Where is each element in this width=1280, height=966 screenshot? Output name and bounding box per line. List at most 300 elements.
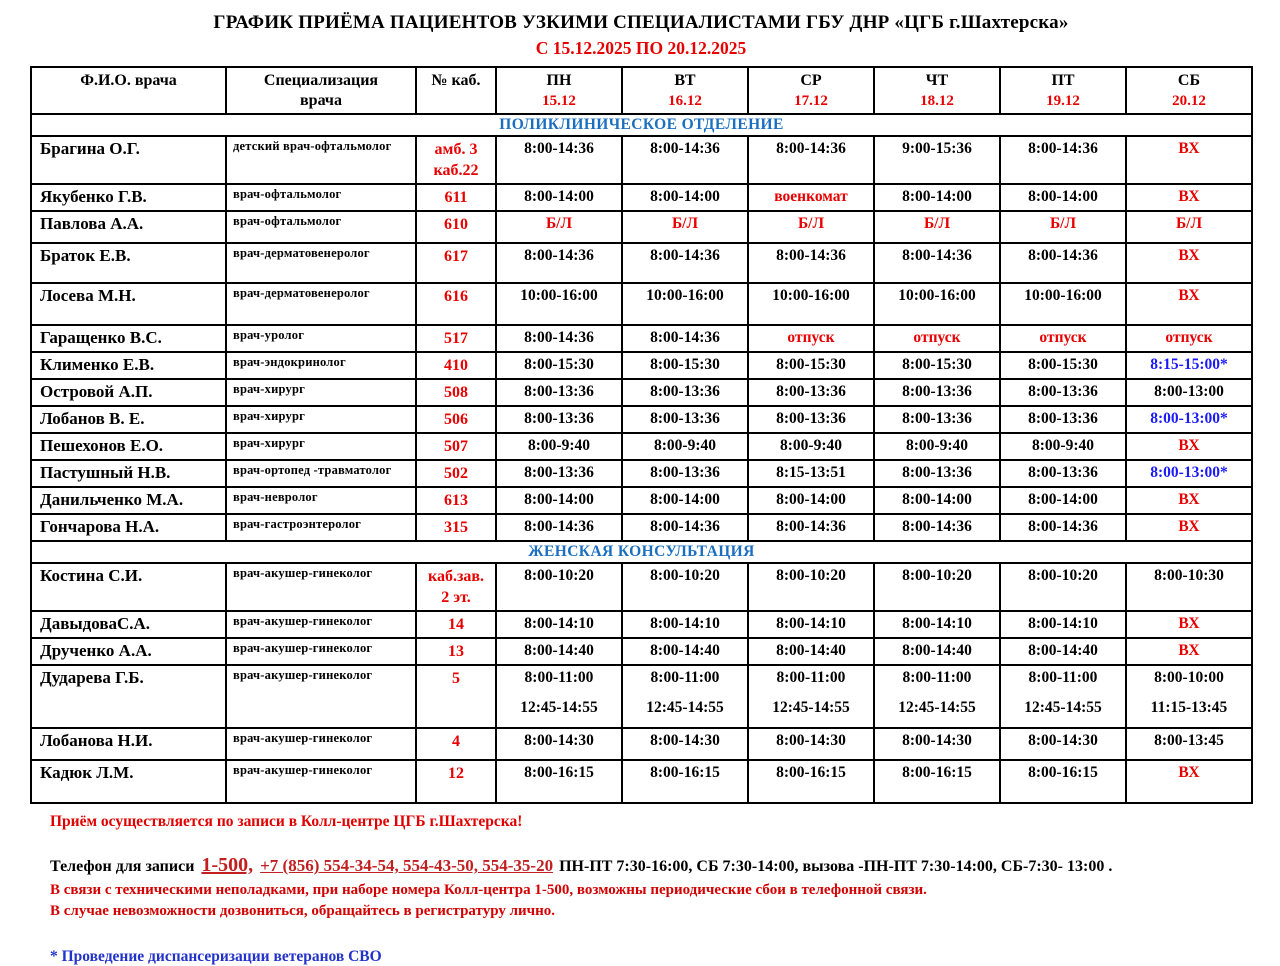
- doctor-specialization: врач-дерматовенеролог: [226, 283, 416, 325]
- time-line: 8:00-14:36: [650, 247, 720, 264]
- schedule-cell: [874, 136, 1000, 184]
- time-line: отпуск: [1039, 329, 1087, 346]
- doctor-row: [31, 760, 1252, 803]
- column-header-day-7: [1000, 67, 1126, 114]
- time-line: Б/Л: [923, 215, 951, 232]
- room-number: [416, 136, 496, 184]
- doctor-specialization: врач-дерматовенеролог: [226, 243, 416, 283]
- time-line: 8:00-14:36: [1028, 247, 1098, 264]
- time-line: ВХ: [1178, 491, 1200, 508]
- schedule-cell: [874, 325, 1000, 352]
- schedule-cell: [748, 563, 874, 611]
- doctor-row: [31, 283, 1252, 325]
- room-number: [416, 728, 496, 760]
- room-number: [416, 379, 496, 406]
- schedule-cell: [748, 728, 874, 760]
- time-line: 8:00-14:00: [902, 491, 972, 508]
- day-label: ПТ: [1051, 72, 1075, 89]
- time-line: 8:00-10:20: [776, 567, 846, 584]
- time-line: 8:00-16:15: [1028, 764, 1098, 781]
- time-line: отпуск: [787, 329, 835, 346]
- schedule-cell: [1000, 211, 1126, 243]
- schedule-cell: [874, 184, 1000, 211]
- schedule-cell: [1126, 211, 1252, 243]
- room-number: [416, 184, 496, 211]
- date-label: 16.12: [668, 93, 702, 109]
- doctor-specialization: врач-уролог: [226, 325, 416, 352]
- time-line: 8:00-16:15: [902, 764, 972, 781]
- room-line: 315: [444, 519, 468, 536]
- schedule-cell: [496, 136, 622, 184]
- time-line: военкомат: [774, 188, 848, 205]
- room-number: [416, 211, 496, 243]
- room-line: 508: [444, 384, 468, 401]
- schedule-cell: [874, 563, 1000, 611]
- schedule-cell: [622, 325, 748, 352]
- doctor-specialization: врач-невролог: [226, 487, 416, 514]
- time-line: 8:00-14:36: [776, 247, 846, 264]
- schedule-cell: [622, 243, 748, 283]
- doctor-row: [31, 211, 1252, 243]
- phone-hours: ПН-ПТ 7:30-16:00, СБ 7:30-14:00, вызова -ПН-ПТ 7:30-14:00, СБ-7:30- 13:00 .: [559, 858, 1113, 875]
- time-line: 11:15-13:45: [1150, 699, 1228, 716]
- schedule-cell: [1000, 728, 1126, 760]
- doctor-name: Данильченко М.А.: [31, 487, 226, 514]
- time-line: Б/Л: [671, 215, 699, 232]
- schedule-cell: [1126, 379, 1252, 406]
- room-line: 617: [444, 248, 468, 265]
- schedule-cell: [748, 283, 874, 325]
- phone-short-number: 1-500,: [201, 854, 254, 876]
- schedule-cell: [622, 283, 748, 325]
- time-line: 8:00-9:40: [528, 437, 590, 454]
- schedule-cell: [496, 211, 622, 243]
- doctor-specialization: врач-акушер-гинеколог: [226, 638, 416, 665]
- schedule-cell: [622, 211, 748, 243]
- room-line: 13: [448, 643, 464, 660]
- time-line: 8:15-15:00*: [1150, 356, 1228, 373]
- schedule-cell: [874, 487, 1000, 514]
- time-line: 8:00-10:20: [524, 567, 594, 584]
- column-header-day-3: [496, 67, 622, 114]
- time-line: 8:00-14:36: [1028, 140, 1098, 157]
- schedule-cell: [874, 283, 1000, 325]
- time-line: ВХ: [1178, 437, 1200, 454]
- time-line: 8:00-13:36: [902, 383, 972, 400]
- doctor-row: [31, 487, 1252, 514]
- room-number: [416, 563, 496, 611]
- schedule-cell: [1000, 514, 1126, 541]
- schedule-cell: [874, 460, 1000, 487]
- doctor-specialization: врач-акушер-гинеколог: [226, 563, 416, 611]
- time-line: ВХ: [1178, 518, 1200, 535]
- doctor-specialization: врач-гастроэнтеролог: [226, 514, 416, 541]
- time-line: 8:00-9:40: [780, 437, 842, 454]
- day-label: СР: [800, 72, 822, 89]
- doctor-row: [31, 728, 1252, 760]
- room-line: 4: [452, 733, 460, 750]
- time-line: 8:00-10:00: [1154, 669, 1224, 686]
- doctor-row: [31, 243, 1252, 283]
- time-line: 8:00-13:00*: [1150, 464, 1228, 481]
- schedule-cell: [748, 433, 874, 460]
- schedule-cell: [874, 433, 1000, 460]
- time-line: 8:00-13:36: [776, 410, 846, 427]
- doctor-row: [31, 514, 1252, 541]
- schedule-cell: [1000, 460, 1126, 487]
- doctor-name: Брагина О.Г.: [31, 136, 226, 184]
- time-line: 8:00-13:36: [650, 383, 720, 400]
- section-row: [31, 541, 1252, 563]
- time-line: 8:00-16:15: [524, 764, 594, 781]
- time-line: 8:00-14:10: [902, 615, 972, 632]
- time-line: ВХ: [1178, 188, 1200, 205]
- time-line: 12:45-14:55: [898, 699, 976, 716]
- date-label: 15.12: [542, 93, 576, 109]
- schedule-cell: [496, 563, 622, 611]
- schedule-cell: [1000, 136, 1126, 184]
- time-line: 8:00-14:00: [524, 188, 594, 205]
- time-line: 8:00-14:00: [776, 491, 846, 508]
- schedule-cell: [1126, 638, 1252, 665]
- time-line: ВХ: [1178, 140, 1200, 157]
- time-line: 8:00-10:20: [902, 567, 972, 584]
- schedule-cell: [496, 728, 622, 760]
- doctor-name: Пешехонов Е.О.: [31, 433, 226, 460]
- time-line: 8:00-13:36: [650, 410, 720, 427]
- doctor-specialization: врач-эндокринолог: [226, 352, 416, 379]
- day-label: СБ: [1177, 72, 1201, 89]
- schedule-cell: [1126, 460, 1252, 487]
- doctor-specialization: врач-акушер-гинеколог: [226, 665, 416, 728]
- schedule-cell: [622, 728, 748, 760]
- room-line: 502: [444, 465, 468, 482]
- time-line: 8:00-14:36: [650, 518, 720, 535]
- schedule-cell: [1000, 665, 1126, 728]
- column-header-2: [416, 67, 496, 114]
- doctor-row: [31, 563, 1252, 611]
- room-number: [416, 406, 496, 433]
- doctor-name: Павлова А.А.: [31, 211, 226, 243]
- schedule-cell: [622, 638, 748, 665]
- time-line: 12:45-14:55: [1024, 699, 1102, 716]
- time-line: 8:00-16:15: [776, 764, 846, 781]
- schedule-table-body: [31, 67, 1252, 803]
- time-line: 8:00-13:36: [524, 410, 594, 427]
- schedule-cell: [1000, 325, 1126, 352]
- day-label: ПН: [546, 72, 572, 89]
- column-label: № каб.: [431, 72, 481, 89]
- schedule-cell: [1126, 728, 1252, 760]
- schedule-cell: [1126, 352, 1252, 379]
- schedule-cell: [622, 665, 748, 728]
- time-line: 8:00-16:15: [650, 764, 720, 781]
- schedule-cell: [496, 487, 622, 514]
- schedule-cell: [1126, 136, 1252, 184]
- schedule-cell: [1000, 243, 1126, 283]
- time-line: 8:15-13:51: [776, 464, 846, 481]
- schedule-cell: [496, 638, 622, 665]
- schedule-cell: [496, 665, 622, 728]
- room-number: [416, 460, 496, 487]
- time-line: 8:00-13:36: [776, 383, 846, 400]
- schedule-cell: [1000, 352, 1126, 379]
- time-line: 8:00-15:30: [1028, 356, 1098, 373]
- section-header: ЖЕНСКАЯ КОНСУЛЬТАЦИЯ: [31, 541, 1252, 563]
- schedule-cell: [622, 136, 748, 184]
- schedule-cell: [1126, 611, 1252, 638]
- doctor-name: Браток Е.В.: [31, 243, 226, 283]
- column-label: Специализация: [263, 72, 379, 89]
- schedule-cell: [1126, 487, 1252, 514]
- column-header-day-5: [748, 67, 874, 114]
- room-number: [416, 243, 496, 283]
- column-header-day-6: [874, 67, 1000, 114]
- doctor-name: Гаращенко В.С.: [31, 325, 226, 352]
- schedule-cell: [622, 352, 748, 379]
- time-line: 8:00-14:00: [1028, 491, 1098, 508]
- time-line: 8:00-14:36: [1028, 518, 1098, 535]
- doctor-name: Островой А.П.: [31, 379, 226, 406]
- time-line: 8:00-14:40: [902, 642, 972, 659]
- doctor-specialization: врач-акушер-гинеколог: [226, 760, 416, 803]
- date-label: 20.12: [1172, 93, 1206, 109]
- room-line: 14: [448, 616, 464, 633]
- room-line: 611: [444, 189, 468, 206]
- column-label: врача: [300, 92, 342, 109]
- schedule-cell: [748, 514, 874, 541]
- room-line: 610: [444, 216, 468, 233]
- time-line: 8:00-14:00: [650, 188, 720, 205]
- date-label: 17.12: [794, 93, 828, 109]
- schedule-table: [30, 66, 1253, 804]
- doctor-name: Друченко А.А.: [31, 638, 226, 665]
- schedule-cell: [1126, 243, 1252, 283]
- phone-label: Телефон для записи: [50, 858, 195, 875]
- time-line: 8:00-9:40: [906, 437, 968, 454]
- room-number: [416, 283, 496, 325]
- column-label: Ф.И.О. врача: [80, 72, 177, 89]
- schedule-cell: [496, 611, 622, 638]
- schedule-cell: [496, 352, 622, 379]
- schedule-cell: [622, 514, 748, 541]
- day-label: ЧТ: [925, 72, 949, 89]
- schedule-cell: [748, 243, 874, 283]
- column-header-day-4: [622, 67, 748, 114]
- time-line: 8:00-11:00: [776, 669, 846, 686]
- time-line: 8:00-14:00: [524, 491, 594, 508]
- time-line: 8:00-9:40: [654, 437, 716, 454]
- schedule-cell: [496, 406, 622, 433]
- schedule-cell: [1000, 760, 1126, 803]
- asterisk-note: * Проведение диспансеризации ветеранов СВО: [50, 948, 382, 965]
- time-line: 8:00-15:30: [776, 356, 846, 373]
- time-line: 12:45-14:55: [646, 699, 724, 716]
- schedule-cell: [1000, 563, 1126, 611]
- time-line: 12:45-14:55: [772, 699, 850, 716]
- header-row: [31, 67, 1252, 114]
- doctor-row: [31, 184, 1252, 211]
- doctor-row: [31, 665, 1252, 728]
- schedule-cell: [496, 283, 622, 325]
- time-line: 8:00-14:30: [650, 732, 720, 749]
- doctor-specialization: врач-ортопед -травматолог: [226, 460, 416, 487]
- doctor-name: Дударева Г.Б.: [31, 665, 226, 728]
- schedule-cell: [874, 406, 1000, 433]
- room-number: [416, 514, 496, 541]
- time-line: Б/Л: [1049, 215, 1077, 232]
- time-line: 8:00-10:30: [1154, 567, 1224, 584]
- schedule-cell: [874, 243, 1000, 283]
- schedule-cell: [622, 487, 748, 514]
- room-line: 506: [444, 411, 468, 428]
- registry-note: В случае невозможности дозвониться, обращайтесь в регистратуру лично.: [50, 903, 556, 919]
- doctor-name: Лобанова Н.И.: [31, 728, 226, 760]
- time-line: 8:00-14:10: [776, 615, 846, 632]
- time-line: 8:00-13:00*: [1150, 410, 1228, 427]
- doctor-specialization: детский врач-офтальмолог: [226, 136, 416, 184]
- time-line: 8:00-13:36: [1028, 410, 1098, 427]
- time-line: 8:00-13:36: [902, 410, 972, 427]
- schedule-cell: [748, 211, 874, 243]
- section-row: [31, 114, 1252, 136]
- room-line: 5: [452, 670, 460, 687]
- time-line: 8:00-14:30: [1028, 732, 1098, 749]
- schedule-cell: [874, 379, 1000, 406]
- time-line: 8:00-15:30: [524, 356, 594, 373]
- time-line: 8:00-13:36: [1028, 383, 1098, 400]
- schedule-cell: [1000, 379, 1126, 406]
- column-header-day-8: [1126, 67, 1252, 114]
- schedule-cell: [496, 184, 622, 211]
- schedule-cell: [748, 611, 874, 638]
- doctor-row: [31, 433, 1252, 460]
- schedule-cell: [874, 760, 1000, 803]
- time-line: 8:00-13:36: [524, 383, 594, 400]
- phone-numbers: +7 (856) 554-34-54, 554-43-50, 554-35-20: [260, 856, 554, 875]
- time-line: 8:00-14:36: [902, 518, 972, 535]
- time-line: 10:00-16:00: [772, 287, 850, 304]
- schedule-cell: [1126, 184, 1252, 211]
- doctor-name: Костина С.И.: [31, 563, 226, 611]
- doctor-name: Кадюк Л.М.: [31, 760, 226, 803]
- room-line: 616: [444, 288, 468, 305]
- schedule-cell: [874, 665, 1000, 728]
- time-line: 8:00-14:10: [524, 615, 594, 632]
- time-line: 8:00-15:30: [902, 356, 972, 373]
- doctor-row: [31, 136, 1252, 184]
- schedule-cell: [748, 379, 874, 406]
- time-line: 9:00-15:36: [902, 140, 972, 157]
- schedule-cell: [1126, 283, 1252, 325]
- time-line: 8:00-11:00: [524, 669, 594, 686]
- room-line: каб.22: [433, 162, 479, 179]
- time-line: 8:00-14:40: [650, 642, 720, 659]
- time-line: 8:00-14:36: [524, 140, 594, 157]
- room-line: 410: [444, 357, 468, 374]
- doctor-name: Пастушный Н.В.: [31, 460, 226, 487]
- time-line: 8:00-14:36: [650, 140, 720, 157]
- time-line: 8:00-14:36: [524, 247, 594, 264]
- date-label: 18.12: [920, 93, 954, 109]
- time-line: 8:00-14:30: [902, 732, 972, 749]
- doctor-row: [31, 406, 1252, 433]
- doctor-row: [31, 352, 1252, 379]
- schedule-cell: [748, 325, 874, 352]
- schedule-cell: [622, 460, 748, 487]
- schedule-cell: [1126, 325, 1252, 352]
- doctor-specialization: врач-хирург: [226, 379, 416, 406]
- doctor-row: [31, 460, 1252, 487]
- room-line: 507: [444, 438, 468, 455]
- room-number: [416, 665, 496, 728]
- schedule-cell: [622, 184, 748, 211]
- time-line: 8:00-13:45: [1154, 732, 1224, 749]
- time-line: 8:00-14:40: [776, 642, 846, 659]
- time-line: отпуск: [1165, 329, 1213, 346]
- time-line: 8:00-10:20: [1028, 567, 1098, 584]
- time-line: 10:00-16:00: [520, 287, 598, 304]
- schedule-cell: [1126, 665, 1252, 728]
- time-line: 8:00-15:30: [650, 356, 720, 373]
- time-line: Б/Л: [545, 215, 573, 232]
- room-line: 2 эт.: [441, 589, 471, 606]
- time-line: ВХ: [1178, 764, 1200, 781]
- doctor-name: Лобанов В. Е.: [31, 406, 226, 433]
- time-line: 8:00-14:00: [1028, 188, 1098, 205]
- room-number: [416, 611, 496, 638]
- doctor-row: [31, 325, 1252, 352]
- time-line: 8:00-14:36: [650, 329, 720, 346]
- time-line: ВХ: [1178, 642, 1200, 659]
- time-line: 10:00-16:00: [646, 287, 724, 304]
- page-title: ГРАФИК ПРИЁМА ПАЦИЕНТОВ УЗКИМИ СПЕЦИАЛИСТАМИ ГБУ ДНР «ЦГБ г.Шахтерска»: [213, 12, 1069, 33]
- room-number: [416, 760, 496, 803]
- schedule-cell: [1000, 611, 1126, 638]
- room-number: [416, 325, 496, 352]
- technical-issues-note: В связи с техническими неполадками, при наборе номера Колл-центра 1-500, возможны периодические сбои в телефонной связи.: [50, 882, 927, 898]
- time-line: 8:00-14:40: [524, 642, 594, 659]
- room-number: [416, 352, 496, 379]
- time-line: ВХ: [1178, 287, 1200, 304]
- schedule-cell: [622, 406, 748, 433]
- time-line: 8:00-11:00: [1028, 669, 1098, 686]
- date-label: 19.12: [1046, 93, 1080, 109]
- time-line: Б/Л: [797, 215, 825, 232]
- time-line: 8:00-13:36: [524, 464, 594, 481]
- schedule-cell: [748, 487, 874, 514]
- schedule-cell: [1000, 283, 1126, 325]
- time-line: 10:00-16:00: [898, 287, 976, 304]
- schedule-cell: [496, 760, 622, 803]
- schedule-cell: [622, 760, 748, 803]
- schedule-cell: [1000, 406, 1126, 433]
- doctor-name: Гончарова Н.А.: [31, 514, 226, 541]
- time-line: ВХ: [1178, 615, 1200, 632]
- schedule-cell: [748, 760, 874, 803]
- time-line: 8:00-14:36: [524, 329, 594, 346]
- time-line: 8:00-14:00: [902, 188, 972, 205]
- schedule-cell: [1000, 638, 1126, 665]
- time-line: 8:00-13:36: [1028, 464, 1098, 481]
- doctor-specialization: врач-офтальмолог: [226, 211, 416, 243]
- time-line: 8:00-14:10: [650, 615, 720, 632]
- schedule-cell: [874, 638, 1000, 665]
- date-range-subtitle: С 15.12.2025 ПО 20.12.2025: [535, 38, 747, 58]
- time-line: 8:00-11:00: [650, 669, 720, 686]
- column-header-1: [226, 67, 416, 114]
- schedule-cell: [622, 611, 748, 638]
